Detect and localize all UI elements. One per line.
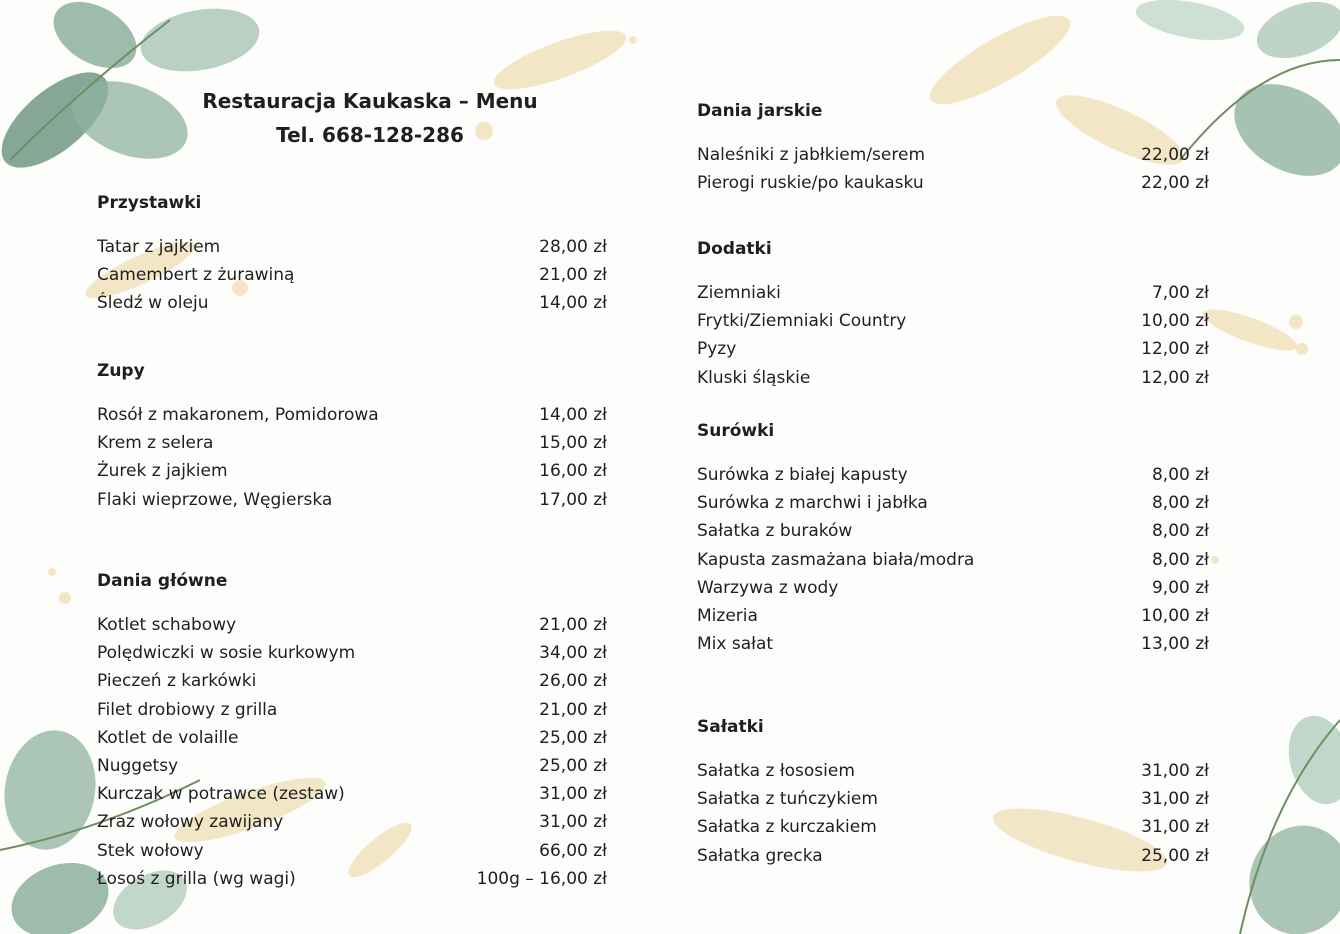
item-name: Filet drobiowy z grilla bbox=[97, 699, 278, 720]
menu-item bbox=[697, 842, 1209, 870]
item-name: Naleśniki z jabłkiem/serem bbox=[697, 145, 925, 165]
item-price: 31,00 zł bbox=[539, 784, 607, 805]
item-name: Surówka z białej kapusty bbox=[697, 465, 908, 485]
item-name: Kapusta zasmażana biała/modra bbox=[697, 549, 975, 570]
item-price: 8,00 zł bbox=[1151, 493, 1209, 514]
menu-header bbox=[200, 84, 540, 152]
item-name: Kotlet de volaille bbox=[97, 727, 239, 748]
item-price: 8,00 zł bbox=[1151, 521, 1209, 542]
item-price: 8,00 zł bbox=[1151, 465, 1209, 485]
menu-item bbox=[697, 517, 1209, 545]
item-price: 66,00 zł bbox=[539, 840, 607, 861]
menu-item bbox=[697, 279, 1209, 307]
menu-section bbox=[97, 359, 607, 569]
section-title: Przystawki bbox=[97, 193, 202, 213]
menu-item bbox=[697, 169, 1209, 197]
item-name: Kotlet schabowy bbox=[97, 615, 237, 635]
item-price: 14,00 zł bbox=[539, 293, 607, 314]
item-price: 22,00 zł bbox=[1141, 173, 1209, 194]
item-name: Sałatka z tuńczykiem bbox=[697, 789, 878, 810]
item-price: 7,00 zł bbox=[1151, 283, 1209, 303]
menu-item bbox=[697, 785, 1209, 813]
menu-section bbox=[697, 237, 1209, 419]
left-column bbox=[97, 191, 607, 893]
menu-section bbox=[697, 715, 1209, 870]
item-price: 17,00 zł bbox=[539, 489, 607, 510]
item-price: 31,00 zł bbox=[1141, 761, 1209, 781]
item-name: Ziemniaki bbox=[697, 283, 781, 303]
item-name: Sałatka z buraków bbox=[697, 521, 853, 542]
item-name: Śledź w oleju bbox=[97, 293, 209, 314]
section-title: Dodatki bbox=[697, 239, 772, 259]
item-name: Polędwiczki w sosie kurkowym bbox=[97, 643, 356, 664]
item-name: Sałatka grecka bbox=[697, 845, 823, 866]
item-price: 34,00 zł bbox=[539, 643, 607, 664]
menu-section bbox=[697, 419, 1209, 715]
menu-item bbox=[697, 141, 1209, 169]
section-title: Dania główne bbox=[97, 571, 228, 591]
menu-item bbox=[697, 461, 1209, 489]
item-name: Nuggetsy bbox=[97, 755, 179, 776]
item-price: 22,00 zł bbox=[1141, 145, 1209, 165]
item-name: Żurek z jajkiem bbox=[97, 461, 228, 482]
menu-item bbox=[97, 724, 607, 752]
menu-item bbox=[697, 757, 1209, 785]
right-column bbox=[697, 99, 1209, 870]
item-name: Rosół z makaronem, Pomidorowa bbox=[97, 405, 379, 425]
menu-item bbox=[97, 696, 607, 724]
menu-item bbox=[97, 401, 607, 429]
item-name: Pierogi ruskie/po kaukasku bbox=[697, 173, 924, 194]
item-name: Mix sałat bbox=[697, 634, 774, 655]
item-price: 31,00 zł bbox=[1141, 817, 1209, 838]
menu-item bbox=[97, 780, 607, 808]
item-name: Pieczeń z karkówki bbox=[97, 671, 257, 692]
item-price: 16,00 zł bbox=[539, 461, 607, 482]
item-name: Camembert z żurawiną bbox=[97, 265, 295, 286]
menu-item bbox=[97, 457, 607, 485]
menu-item bbox=[97, 639, 607, 667]
item-price: 31,00 zł bbox=[1141, 789, 1209, 810]
item-name: Kurczak w potrawce (zestaw) bbox=[97, 784, 345, 805]
item-name: Łosoś z grilla (wg wagi) bbox=[97, 868, 296, 889]
item-name: Stek wołowy bbox=[97, 840, 204, 861]
restaurant-title: Restauracja Kaukaska – Menu bbox=[202, 89, 538, 113]
item-price: 10,00 zł bbox=[1141, 605, 1209, 626]
item-name: Tatar z jajkiem bbox=[97, 237, 221, 257]
item-name: Zraz wołowy zawijany bbox=[97, 812, 284, 833]
item-price: 26,00 zł bbox=[539, 671, 607, 692]
menu-item bbox=[97, 611, 607, 639]
item-price: 25,00 zł bbox=[539, 755, 607, 776]
menu-item bbox=[97, 808, 607, 836]
menu-item bbox=[697, 307, 1209, 335]
item-price: 25,00 zł bbox=[539, 727, 607, 748]
menu-section bbox=[697, 99, 1209, 237]
menu-item bbox=[97, 289, 607, 317]
section-title: Surówki bbox=[697, 421, 775, 441]
phone-number: Tel. 668-128-286 bbox=[276, 123, 464, 147]
menu-item bbox=[97, 752, 607, 780]
item-name: Mizeria bbox=[697, 605, 758, 626]
item-price: 21,00 zł bbox=[539, 699, 607, 720]
menu-item bbox=[697, 602, 1209, 630]
menu-item bbox=[697, 630, 1209, 658]
item-price: 100g – 16,00 zł bbox=[476, 868, 607, 889]
item-name: Kluski śląskie bbox=[697, 367, 811, 388]
item-name: Warzywa z wody bbox=[697, 577, 839, 598]
item-name: Flaki wieprzowe, Węgierska bbox=[97, 489, 333, 510]
item-price: 10,00 zł bbox=[1141, 311, 1209, 332]
item-name: Sałatka z kurczakiem bbox=[697, 817, 877, 838]
item-price: 28,00 zł bbox=[539, 237, 607, 257]
item-name: Frytki/Ziemniaki Country bbox=[697, 311, 907, 332]
item-price: 15,00 zł bbox=[539, 433, 607, 454]
menu-section bbox=[97, 191, 607, 359]
item-price: 25,00 zł bbox=[1141, 845, 1209, 866]
menu-item bbox=[97, 429, 607, 457]
item-name: Surówka z marchwi i jabłka bbox=[697, 493, 928, 514]
menu-item bbox=[697, 364, 1209, 392]
menu-item bbox=[97, 261, 607, 289]
menu-item bbox=[97, 837, 607, 865]
item-name: Pyzy bbox=[697, 339, 737, 360]
section-title: Zupy bbox=[97, 361, 145, 381]
menu-item bbox=[697, 574, 1209, 602]
item-name: Sałatka z łososiem bbox=[697, 761, 855, 781]
menu-item bbox=[97, 486, 607, 514]
item-price: 12,00 zł bbox=[1141, 339, 1209, 360]
item-price: 21,00 zł bbox=[539, 615, 607, 635]
item-price: 12,00 zł bbox=[1141, 367, 1209, 388]
menu-item bbox=[697, 489, 1209, 517]
section-title: Sałatki bbox=[697, 717, 764, 737]
menu-item bbox=[97, 233, 607, 261]
section-title: Dania jarskie bbox=[697, 101, 823, 121]
item-price: 8,00 zł bbox=[1151, 549, 1209, 570]
menu-section bbox=[97, 569, 607, 893]
item-price: 31,00 zł bbox=[539, 812, 607, 833]
item-price: 13,00 zł bbox=[1141, 634, 1209, 655]
menu-item bbox=[97, 667, 607, 695]
item-name: Krem z selera bbox=[97, 433, 214, 454]
menu-item bbox=[697, 546, 1209, 574]
item-price: 14,00 zł bbox=[539, 405, 607, 425]
menu-item bbox=[697, 335, 1209, 363]
menu-item bbox=[97, 865, 607, 893]
item-price: 9,00 zł bbox=[1151, 577, 1209, 598]
item-price: 21,00 zł bbox=[539, 265, 607, 286]
menu-item bbox=[697, 813, 1209, 841]
